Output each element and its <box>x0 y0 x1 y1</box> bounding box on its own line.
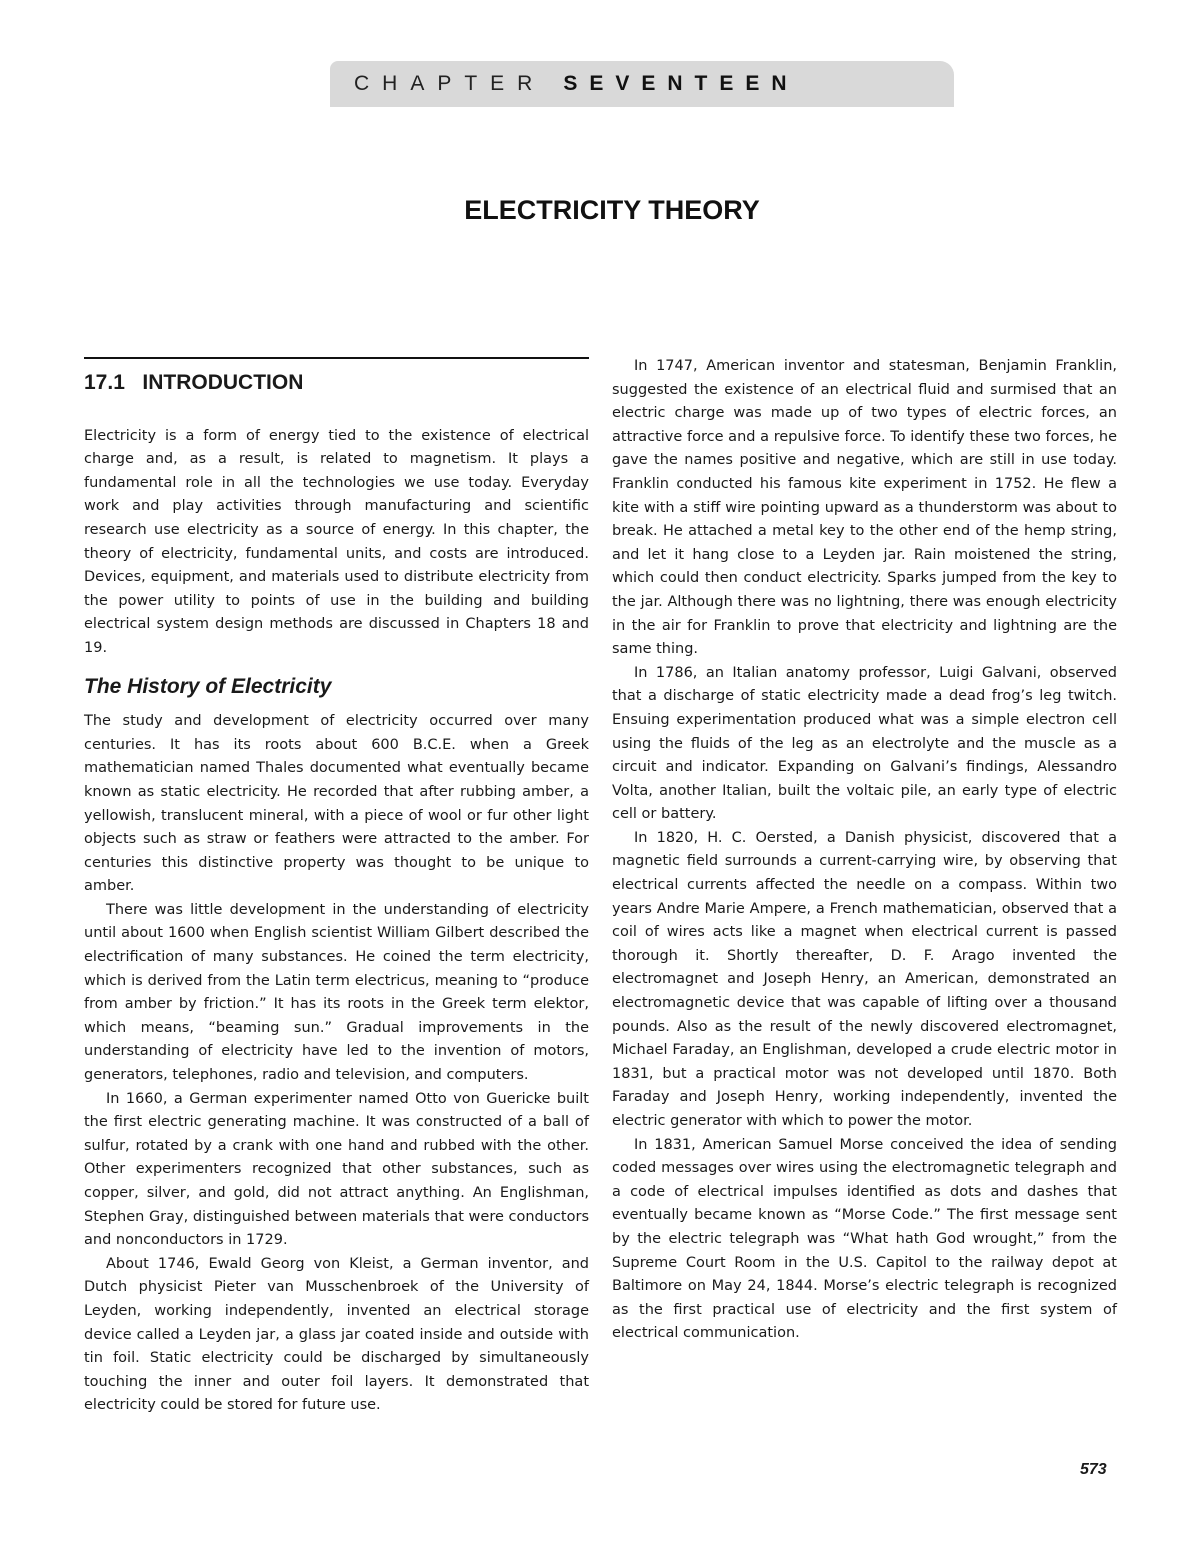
chapter-number: SEVENTEEN <box>563 72 799 95</box>
history-paragraph: There was little development in the understanding of electricity until about 1600 when English scientist William Gilbert described the electrification of many substances. He coined the term electricity, which is derived from the Latin term electricus, meaning to “produce from amber by friction.” It has its roots in the Greek term elektor, which means, “beaming sun.” Gradual improvements in the understanding of electricity have led to the invention of motors, generators, telephones, radio and television, and computers. <box>84 901 589 1084</box>
section-heading <box>84 371 589 395</box>
history-paragraph: About 1746, Ewald Georg von Kleist, a German inventor, and Dutch physicist Pieter van Musschenbroek of the University of Leyden, working independently, invented an electrical storage device called a Leyden jar, a glass jar coated inside and outside with tin foil. Static electricity could be discharged by simultaneously touching the inner and outer foil layers. It demonstrated that electricity could be stored for future use. <box>84 1255 589 1414</box>
section-title: INTRODUCTION <box>142 371 304 394</box>
history-paragraph: The study and development of electricity occurred over many centuries. It has its roots about 600 B.C.E. when a Greek mathematician named Thales documented what eventually became known as static electricity. He recorded that after rubbing amber, a yellowish, translucent mineral, with a piece of wool or fur other light objects such as straw or feathers were attracted to the amber. For centuries this distinctive property was thought to be unique to amber. <box>84 713 589 895</box>
history-paragraph: In 1786, an Italian anatomy professor, Luigi Galvani, observed that a discharge of static electricity made a dead frog’s leg twitch. Ensuing experimentation produced what was a simple electron cell using the fluids of the leg as an electrolyte and the muscle as a circuit and indicator. Expanding on Galvani’s findings, Alessandro Volta, another Italian, built the voltaic pile, an early type of electric cell or battery. <box>612 664 1117 823</box>
page-number: 573 <box>1080 1461 1107 1478</box>
intro-paragraph: Electricity is a form of energy tied to the existence of electrical charge and, as a result, is related to magnetism. It plays a fundamental role in all the technologies we use today. Everyday work and play activities through manufacturing and scientific research use electricity as a source of energy. In this chapter, the theory of electricity, fundamental units, and costs are introduced. Devices, equipment, and materials used to distribute electricity from the power utility to points of use in the building and building electrical system design methods are discussed in Chapters 18 and 19. <box>84 427 589 656</box>
history-paragraph: In 1747, American inventor and statesman, Benjamin Franklin, suggested the existence of an electrical fluid and surmised that an electric charge was made up of two types of electric forces, an attractive force and a repulsive force. To identify these two forces, he gave the names positive and negative, which are still in use today. Franklin conducted his famous kite experiment in 1752. He flew a kite with a stiff wire pointing upward as a thunderstorm was about to break. He attached a metal key to the other end of the hemp string, and let it hang close to a Leyden jar. Rain moistened the string, which could then conduct electricity. Sparks jumped from the key to the jar. Although there was no lightning, there was enough electricity in the air for Franklin to prove that electricity and lightning are the same thing. <box>612 358 1117 658</box>
history-paragraph: In 1660, a German experimenter named Otto von Guericke built the first electric generating machine. It was constructed of a ball of sulfur, rotated by a crank with one hand and rubbed with the other. Other experimenters recognized that other substances, such as copper, silver, and gold, did not attract anything. An Englishman, Stephen Gray, distinguished between materials that were conductors and nonconductors in 1729. <box>84 1090 589 1249</box>
chapter-label: CHAPTER <box>354 72 546 95</box>
chapter-banner <box>330 61 954 107</box>
page-title: ELECTRICITY THEORY <box>464 195 760 225</box>
subsection-heading: The History of Electricity <box>84 674 332 698</box>
right-column <box>612 355 1117 1346</box>
left-column <box>84 355 589 1418</box>
history-paragraph: In 1820, H. C. Oersted, a Danish physicist, discovered that a magnetic field surrounds a current-carrying wire, by observing that electrical currents affected the needle on a compass. Within two years Andre Marie Ampere, a French mathematician, observed that a coil of wires acts like a magnet when electrical current is passed thorough it. Shortly thereafter, D. F. Arago invented the electromagnet and Joseph Henry, an American, demonstrated an electromagnetic device that was capable of lifting over a thousand pounds. Also as the result of the newly discovered electromagnet, Michael Faraday, an Englishman, developed a crude electric motor in 1831, but a practical motor was not developed until 1870. Both Faraday and Joseph Henry, working independently, invented the electric generator with which to power the motor. <box>612 829 1117 1129</box>
section-number: 17.1 <box>84 371 125 394</box>
section-divider <box>84 357 589 359</box>
history-paragraph: In 1831, American Samuel Morse conceived the idea of sending coded messages over wires using the electromagnetic telegraph and a code of electrical impulses identified as dots and dashes that eventually became known as “Morse Code.” The first message sent by the electric telegraph was “What hath God wrought,” from the Supreme Court Room in the U.S. Capitol to the railway depot at Baltimore on May 24, 1844. Morse’s electric telegraph is recognized as the first practical use of electricity and the first system of electrical communication. <box>612 1136 1117 1342</box>
